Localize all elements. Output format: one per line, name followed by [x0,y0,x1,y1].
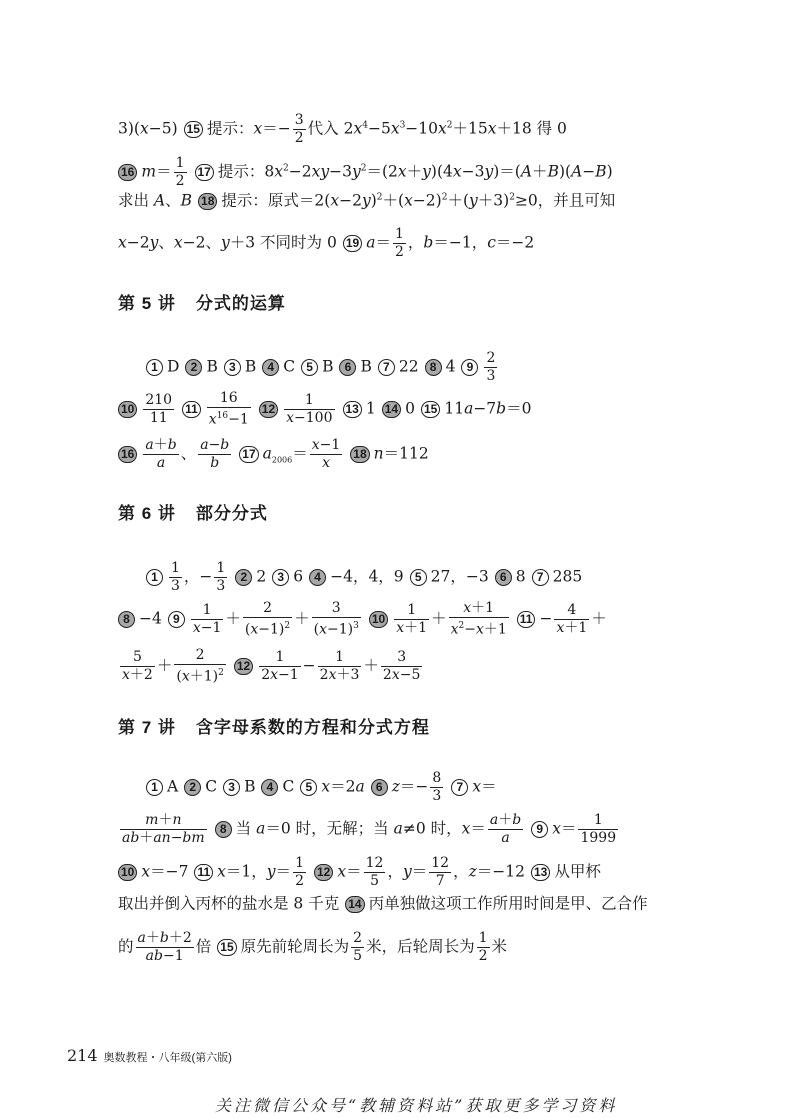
page-footer [67,1046,232,1065]
fraction: $\frac{a-b}{b}$ [200,437,230,471]
fraction: $\frac{a+b}{a}$ [145,437,177,471]
question-number-8: 8 [425,359,442,376]
fraction: $\frac{8}{3}$ [432,770,442,804]
question-number-3: 3 [272,569,289,586]
question-number-17: 17 [239,446,258,463]
question-number-18: 18 [198,193,217,210]
page-number: 214 [67,1046,98,1065]
answer-line: 8 −4 9 $\frac{1}{x-1}$ ＋ $\frac{2}{(x-1)^2}$ ＋ $\frac{3}{(x-1)^3}$ 10 $\frac{1}{x+1}$ ＋ $\frac{x+1}{x^2-x+1}$ 11 − $\frac{4}{x+1}$ ＋ [118,600,607,639]
section-heading [118,499,268,524]
question-number-10: 10 [118,401,137,418]
question-number-1: 1 [146,779,163,796]
fraction: $\frac{1}{2x+3}$ [319,648,360,683]
fraction: $\frac{210}{11}$ [145,391,173,426]
question-number-8: 8 [118,611,135,628]
answer-line: 16 m＝ $\frac{1}{2}$ 17 提示：$8x^2-2xy-3y^2=(2x+y)(4x-3y)=(A+B)(A-B)$ [118,155,613,190]
section-title: 分式的运算 [195,294,286,313]
question-number-9: 9 [168,611,185,628]
question-number-14: 14 [382,401,401,418]
watermark: 关注微信公众号“教辅资料站”获取更多学习资料 [215,1096,618,1115]
question-number-13: 13 [343,401,362,418]
answer-line: x−2y、x−2、y＋3 不同时为 0 19 a＝ $\frac{1}{2}$ ，b＝−1，c＝−2 [118,226,535,260]
fraction: $\frac{x-1}{x}$ [311,437,341,471]
question-number-16: 16 [118,446,137,463]
question-number-6: 6 [371,779,388,796]
question-number-7: 7 [532,569,549,586]
question-number-1: 1 [146,359,163,376]
question-number-3: 3 [223,779,240,796]
answer-line: 10 $\frac{210}{11}$ 11 $\frac{16}{x^{16}-1}$ 12 $\frac{1}{x-100}$ 13 1 14 0 15 11a−7b＝0 [118,390,531,429]
question-number-4: 4 [262,359,279,376]
question-number-2: 2 [235,569,252,586]
fraction: $\frac{1}{2x-1}$ [261,648,299,683]
answer-line: $\frac{m+n}{ab+an-bm}$ 8 当 a＝0 时，无解；当 a≠0 时，x＝ $\frac{a+b}{a}$ 9 x＝ $\frac{1}{1999}$ [122,812,617,846]
section-label: 第 5 讲 [118,294,176,313]
question-number-1: 1 [146,569,163,586]
fraction: $\frac{1}{2}$ [478,930,488,964]
fraction: $\frac{1}{x-100}$ [286,391,333,426]
question-number-9: 9 [531,821,548,838]
question-number-10: 10 [369,611,388,628]
answer-line: $\frac{5}{x+2}$ ＋ $\frac{2}{(x+1)^2}$ 12 $\frac{1}{2x-1}$ − $\frac{1}{2x+3}$ ＋ $\frac{3}{2x-5}$ [122,647,421,685]
fraction: $\frac{1}{2}$ [394,226,404,260]
fraction: $\frac{1}{2}$ [175,155,185,189]
question-number-5: 5 [301,359,318,376]
section-title: 含字母系数的方程和分式方程 [195,718,430,737]
question-number-12: 12 [234,658,253,675]
question-number-11: 11 [194,864,213,881]
fraction: $\frac{3}{(x-1)^3}$ [313,600,359,638]
answer-line: 求出 A、B 18 提示：原式$=2(x-2y)^2+(x-2)^2+(y+3)^2\ge 0$，并且可知 [118,191,616,210]
fraction: $\frac{1}{1999}$ [580,812,617,846]
answer-line: 1 D 2 B 3 B 4 C 5 B 6 B 7 22 8 4 9 $\frac{2}{3}$ [146,350,499,385]
section-label: 第 6 讲 [118,504,176,523]
question-number-7: 7 [378,359,395,376]
book-title: 奥数教程・八年级(第六版) [103,1052,232,1064]
question-number-18: 18 [350,446,369,463]
fraction: $\frac{4}{x+1}$ [556,601,588,636]
fraction: $\frac{2}{3}$ [486,350,496,384]
question-number-4: 4 [309,569,326,586]
answer-line: 1 A 2 C 3 B 4 C 5 x＝2a 6 z＝− $\frac{8}{3}$ 7 x＝ [146,770,497,805]
fraction: $\frac{5}{x+2}$ [122,648,153,683]
fraction: $\frac{1}{3}$ [171,560,180,594]
question-number-8: 8 [215,821,232,838]
question-number-11: 11 [182,401,201,418]
fraction: $\frac{3}{2}$ [294,112,304,146]
question-number-17: 17 [195,164,214,181]
fraction: $\frac{x+1}{x^2-x+1}$ [450,600,507,638]
answer-line: 10 x＝−7 11 x＝1，y＝ $\frac{1}{2}$ 12 x＝ $\frac{12}{5}$ ，y＝ $\frac{12}{7}$ ，z＝−12 13 从甲杯 [118,855,601,890]
question-number-6: 6 [495,569,512,586]
question-number-12: 12 [314,864,333,881]
fraction: $\frac{m+n}{ab+an-bm}$ [122,812,205,846]
fraction: $\frac{3}{2x-5}$ [382,648,421,683]
fraction: $\frac{1}{2}$ [295,855,304,889]
fraction: $\frac{1}{x-1}$ [192,601,222,636]
question-number-7: 7 [451,779,468,796]
question-number-11: 11 [517,611,536,628]
question-number-9: 9 [461,359,478,376]
question-number-2: 2 [184,779,201,796]
section-heading [118,289,286,314]
question-number-19: 19 [343,235,362,252]
question-number-10: 10 [118,864,137,881]
answer-line: 取出并倒入丙杯的盐水是 8 千克 14 丙单独做这项工作所用时间是甲、乙合作 [118,894,648,913]
question-number-4: 4 [261,779,278,796]
question-number-12: 12 [259,401,278,418]
question-number-3: 3 [224,359,241,376]
question-number-6: 6 [339,359,356,376]
section-title: 部分分式 [195,504,268,523]
fraction: $\frac{2}{5}$ [353,930,363,964]
fraction: $\frac{12}{7}$ [431,855,450,889]
answer-line: 3)(x−5) 15 提示：x＝− $\frac{3}{2}$ 代入 $2x^4-5x^3-10x^2+15x+18$ 得 0 [118,112,567,146]
fraction: $\frac{a+b+2}{ab-1}$ [137,930,192,964]
answer-line: 16 $\frac{a+b}{a}$ 、 $\frac{a-b}{b}$ 17 $a_{2006}=$ $\frac{x-1}{x}$ 18 n＝112 [118,437,429,472]
question-number-2: 2 [185,359,202,376]
question-number-13: 13 [531,864,550,881]
fraction: $\frac{1}{3}$ [216,560,226,594]
question-number-15: 15 [217,939,236,956]
fraction: $\frac{1}{x+1}$ [396,601,428,636]
question-number-5: 5 [410,569,427,586]
section-label: 第 7 讲 [118,718,176,737]
question-number-14: 14 [345,896,364,913]
fraction: $\frac{2}{(x+1)^2}$ [176,647,224,685]
fraction: $\frac{12}{5}$ [365,855,384,889]
fraction: $\frac{16}{x^{16}-1}$ [208,390,249,428]
fraction: $\frac{a+b}{a}$ [489,812,522,846]
question-number-15: 15 [184,121,203,138]
question-number-15: 15 [421,401,440,418]
answer-line: 的 $\frac{a+b+2}{ab-1}$ 倍 15 原先前轮周长为 $\frac{2}{5}$ 米，后轮周长为 $\frac{1}{2}$ 米 [118,930,508,964]
question-number-5: 5 [300,779,317,796]
fraction: $\frac{2}{(x-1)^2}$ [244,600,291,638]
answer-line: 1 $\frac{1}{3}$ ，− $\frac{1}{3}$ 2 2 3 6 4 −4，4，9 5 27，−3 6 8 7 285 [146,560,582,595]
section-heading [118,713,430,738]
question-number-16: 16 [118,164,137,181]
